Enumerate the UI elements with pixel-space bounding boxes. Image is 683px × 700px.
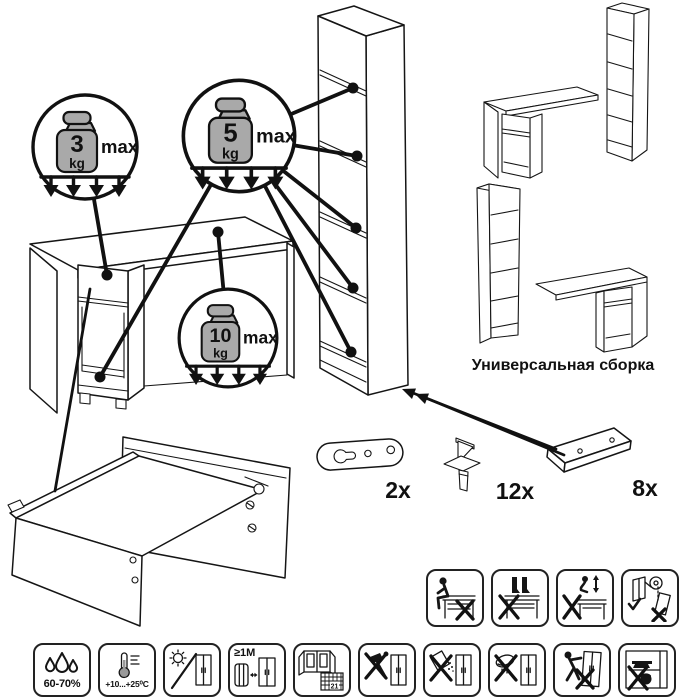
- no-harsh-scrubbing-icon: [488, 643, 546, 697]
- max-word: max: [256, 125, 296, 148]
- weight-limit-drawer: [33, 95, 139, 199]
- adjust-doors-level-icon: [621, 569, 679, 627]
- alt-config-top: [484, 3, 649, 178]
- no-direct-sunlight-icon: [163, 643, 221, 697]
- hardware-mounting-bracket: [547, 428, 631, 472]
- temperature-icon: [98, 643, 156, 697]
- max-word: max: [243, 327, 278, 348]
- weight-unit: kg: [222, 146, 239, 163]
- radiator-distance-label: ≥1М: [234, 647, 256, 659]
- ventilation-icon: [293, 643, 351, 697]
- no-dragging-icon: [553, 643, 611, 697]
- no-abrasive-cleaners-icon: [423, 643, 481, 697]
- weight-limit-desktop: [179, 289, 278, 387]
- hardware-shelf-pin: [444, 438, 480, 491]
- bookcase-illustration: [318, 6, 408, 395]
- no-sharp-tools-icon: [358, 643, 416, 697]
- hardware-qty-bracket: 8x: [632, 475, 658, 501]
- hardware-qty-keyhole-plate: 2x: [385, 477, 411, 503]
- prohibition-icons-row: [426, 569, 679, 627]
- humidity-icon: [33, 643, 91, 697]
- hardware-keyhole-plate: [316, 438, 404, 471]
- calendar-day: 21: [330, 683, 339, 691]
- weight-limit-shelves: [183, 80, 295, 191]
- weight-unit: kg: [213, 346, 228, 361]
- care-icons-row: [33, 643, 676, 697]
- weight-unit: kg: [69, 156, 85, 171]
- temperature-label: +10...+25⁰C: [105, 678, 149, 689]
- weight-value: 3: [70, 131, 84, 158]
- drawer-detail-illustration: [8, 437, 290, 626]
- alt-config-bottom: [477, 184, 647, 352]
- radiator-distance-icon: [228, 643, 286, 697]
- humidity-label: 60-70%: [43, 677, 81, 690]
- universal-assembly-caption: Универсальная сборка: [471, 357, 655, 374]
- max-word: max: [101, 136, 139, 157]
- no-overloading-icon: [618, 643, 676, 697]
- no-standing-icon: [491, 569, 549, 627]
- no-jumping-icon: [556, 569, 614, 627]
- no-sitting-icon: [426, 569, 484, 627]
- weight-value: 5: [223, 119, 238, 148]
- hardware-qty-shelf-pin: 12x: [495, 478, 535, 504]
- weight-value: 10: [209, 324, 232, 347]
